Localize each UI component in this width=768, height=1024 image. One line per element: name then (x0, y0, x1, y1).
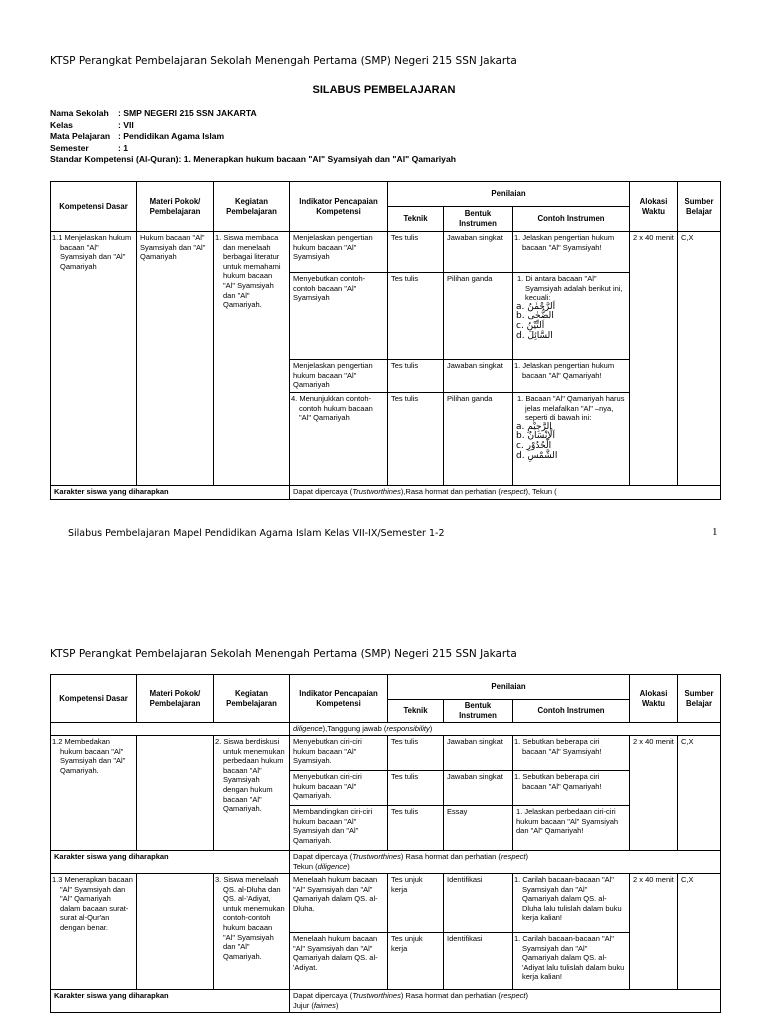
header-materi: Materi Pokok/ Pembelajaran (137, 675, 214, 723)
syllabus-table-page1 (50, 181, 721, 500)
header-teknik: Teknik (388, 207, 444, 232)
bentuk-cell: Identifikasi (444, 874, 513, 933)
header-contoh: Contoh Instrumen (513, 700, 630, 723)
contoh-cell: 1. Carilah bacaan-bacaan "Al" Syamsiyah dan "Al" Qamariyah dalam QS. al-Dluha lalu tulislah dalam buku kerja kalian! (513, 874, 630, 933)
indikator-cell: 4. Menunjukkan contoh-contoh hukum bacaan "Al" Qamariyah (290, 393, 388, 486)
header-contoh: Contoh Instrumen (513, 207, 630, 232)
info-value: : Pendidikan Agama Islam (118, 131, 225, 141)
kegiatan-cell: 2. Siswa berdiskusi untuk menemukan perbedaan hukum bacaan "Al" Syamsiyah dengan hukum bacaan "Al" Qamariyah. (214, 736, 290, 851)
header-kompetensi-dasar: Kompetensi Dasar (51, 182, 137, 232)
header-sumber: Sumber Belajar (678, 675, 721, 723)
bentuk-cell: Pilihan ganda (444, 393, 513, 486)
contoh-cell: 1. Jelaskan pengertian hukum bacaan "Al" Qamariyah! (513, 360, 630, 393)
kd-cell: 1.2 Membedakan hukum bacaan "Al" Syamsiyah dan "Al" Qamariyah. (51, 736, 137, 851)
school-info (50, 108, 456, 166)
info-label: Semester (50, 142, 89, 153)
standar-kompetensi: Standar Kompetensi (Al-Quran): 1. Menerapkan hukum bacaan "Al" Syamsiyah dan "Al" Qamariyah (50, 154, 456, 164)
header-teknik: Teknik (388, 700, 444, 723)
page-number: 1 (712, 526, 718, 538)
kd-cell: 1.3 Menerapkan bacaan "Al" Syamsiyah dan "Al" Qamariyah dalam bacaan surat-surat al-Qur'an dengan benar. (51, 874, 137, 990)
kegiatan-cell: 3. Siswa menelaah QS. al-Dluha dan QS. al-'Adiyat, untuk menemukan contoh-contoh hukum bacaan "Al" Syamsiyah dan "Al" Qamariyah. (214, 874, 290, 990)
header-alokasi: Alokasi Waktu (630, 675, 678, 723)
page-header: KTSP Perangkat Pembelajaran Sekolah Menengah Pertama (SMP) Negeri 215 SSN Jakarta (50, 55, 517, 67)
document-title: SILABUS PEMBELAJARAN (312, 84, 456, 96)
header-materi: Materi Pokok/ Pembelajaran (137, 182, 214, 232)
alokasi-cell: 2 x 40 menit (630, 874, 678, 990)
teknik-cell: Tes tulis (388, 232, 444, 273)
answer-option: b. اَلْاِنْسَانُ (516, 431, 555, 442)
contoh-cell: 1. Sebutkan beberapa ciri bacaan "Al" Qamariyah! (513, 771, 630, 806)
bentuk-cell: Pilihan ganda (444, 273, 513, 360)
sumber-cell: C,X (678, 874, 721, 990)
header-indikator: Indikator Pencapaian Kompetensi (290, 182, 388, 232)
indikator-cell: Menjelaskan pengertian hukum bacaan "Al" Qamariyah (290, 360, 388, 393)
bentuk-cell: Jawaban singkat (444, 771, 513, 806)
page-header: KTSP Perangkat Pembelajaran Sekolah Menengah Pertama (SMP) Negeri 215 SSN Jakarta (50, 648, 517, 660)
indikator-cell: Menelaah hukum bacaan "Al" Syamsiyah dan "Al" Qamariyah dalam QS. al-Dluha. (290, 874, 388, 933)
sumber-cell: C,X (678, 232, 721, 486)
bentuk-cell: Essay (444, 806, 513, 851)
info-label: Mata Pelajaran (50, 131, 111, 141)
page-footer: Silabus Pembelajaran Mapel Pendidikan Agama Islam Kelas VII-IX/Semester 1-2 (68, 528, 445, 539)
teknik-cell: Tes tulis (388, 806, 444, 851)
info-label: Nama Sekolah (50, 108, 109, 118)
karakter-value: Dapat dipercaya (Trustworthines) Rasa hormat dan perhatian (respect) Jujur (faimes) (290, 990, 721, 1013)
syllabus-table-page2 (50, 674, 721, 1013)
header-alokasi: Alokasi Waktu (630, 182, 678, 232)
answer-option: c. اَلتِّيْنُ (516, 320, 545, 331)
karakter-label: Karakter siswa yang diharapkan (51, 851, 290, 874)
teknik-cell: Tes tulis (388, 771, 444, 806)
header-penilaian: Penilaian (388, 182, 630, 207)
kegiatan-cell: 1. Siswa membaca dan menelaah berbagai literatur untuk memahami hukum bacaan "Al" Syamsiyah dan "Al" Qamariyah. (214, 232, 290, 486)
answer-option: b. الضُّحٰى (516, 311, 554, 322)
header-kegiatan: Kegiatan Pembelajaran (214, 675, 290, 723)
karakter-value: Dapat dipercaya (Trustworthines) Rasa hormat dan perhatian (respect) Tekun (diligence) (290, 851, 721, 874)
sumber-cell: C,X (678, 736, 721, 851)
header-penilaian: Penilaian (388, 675, 630, 700)
contoh-question: 1. Di antara bacaan "Al" Syamsiyah adalah berikut ini, kecuali: (517, 274, 623, 303)
answer-option: a. اَلرَّحْمٰنُ (516, 301, 556, 312)
header-bentuk: Bentuk Instrumen (444, 700, 513, 723)
info-value: : 1 (118, 142, 129, 153)
info-value: : VII (118, 119, 134, 130)
teknik-cell: Tes unjuk kerja (388, 933, 444, 990)
bentuk-cell: Jawaban singkat (444, 736, 513, 771)
contoh-cell (513, 273, 630, 360)
kd-cell: 1.1 Menjelaskan hukum bacaan "Al" Syamsiyah dan "Al" Qamariyah (51, 232, 137, 486)
bentuk-cell: Jawaban singkat (444, 360, 513, 393)
teknik-cell: Tes tulis (388, 736, 444, 771)
indikator-cell: Menelaah hukum bacaan "Al" Syamsiyah dan "Al" Qamariyah dalam QS. al-'Adiyat. (290, 933, 388, 990)
bentuk-cell: Identifikasi (444, 933, 513, 990)
empty-cell (51, 723, 290, 736)
header-kegiatan: Kegiatan Pembelajaran (214, 182, 290, 232)
answer-option: c. الْحُدُوْرِ (516, 440, 552, 451)
answer-option: d. السَّائِلَ (516, 330, 553, 341)
info-value: : SMP NEGERI 215 SSN JAKARTA (118, 108, 257, 118)
teknik-cell: Tes unjuk kerja (388, 874, 444, 933)
indikator-cell: Menyebutkan ciri-ciri hukum bacaan "Al" Syamsiyah. (290, 736, 388, 771)
contoh-cell: 1. Jelaskan perbedaan ciri-ciri hukum bacaan "Al" Syamsiyah dan "Al" Qamariyah! (513, 806, 630, 851)
info-label: Kelas (50, 119, 73, 130)
karakter-label: Karakter siswa yang diharapkan (51, 486, 290, 500)
indikator-cell: Menyebutkan contoh-contoh bacaan "Al" Syamsiyah (290, 273, 388, 360)
karakter-continued: diligence),Tanggung jawab (responsibility) (290, 723, 721, 736)
alokasi-cell: 2 x 40 menit (630, 232, 678, 486)
materi-cell (137, 736, 214, 851)
header-indikator: Indikator Pencapaian Kompetensi (290, 675, 388, 723)
teknik-cell: Tes tulis (388, 360, 444, 393)
teknik-cell: Tes tulis (388, 393, 444, 486)
contoh-cell: 1. Jelaskan pengertian hukum bacaan "Al" Syamsiyah! (513, 232, 630, 273)
karakter-label: Karakter siswa yang diharapkan (51, 990, 290, 1013)
indikator-cell: Menjelaskan pengertian hukum bacaan "Al" Syamsiyah (290, 232, 388, 273)
answer-option: a. الرَّجِيْمِ (516, 421, 552, 432)
teknik-cell: Tes tulis (388, 273, 444, 360)
indikator-cell: Menyebutkan ciri-ciri hukum bacaan "Al" Qamariyah. (290, 771, 388, 806)
contoh-question: 1. Bacaan "Al" Qamariyah harus jelas melafalkan "Al" –nya, seperti di bawah ini: (517, 394, 625, 423)
karakter-value: Dapat dipercaya (Trustworthines),Rasa hormat dan perhatian (respect), Tekun ( (290, 486, 721, 500)
header-bentuk: Bentuk Instrumen (444, 207, 513, 232)
header-sumber: Sumber Belajar (678, 182, 721, 232)
materi-cell (137, 874, 214, 990)
answer-option: d. الشَّمْسِ (516, 450, 558, 461)
contoh-cell: 1. Carilah bacaan-bacaan "Al" Syamsiyah dan "Al" Qamariyah dalam QS. al-'Adiyat lalu tulislah dalam buku kerja kalian! (513, 933, 630, 990)
materi-cell: Hukum bacaan "Al" Syamsiyah dan "Al" Qamariyah (137, 232, 214, 486)
contoh-cell (513, 393, 630, 486)
indikator-cell: Membandingkan ciri-ciri hukum bacaan "Al" Syamsiyah dan "Al" Qamariyah. (290, 806, 388, 851)
header-kompetensi-dasar: Kompetensi Dasar (51, 675, 137, 723)
contoh-cell: 1. Sebutkan beberapa ciri bacaan "Al" Syamsiyah! (513, 736, 630, 771)
bentuk-cell: Jawaban singkat (444, 232, 513, 273)
alokasi-cell: 2 x 40 menit (630, 736, 678, 851)
